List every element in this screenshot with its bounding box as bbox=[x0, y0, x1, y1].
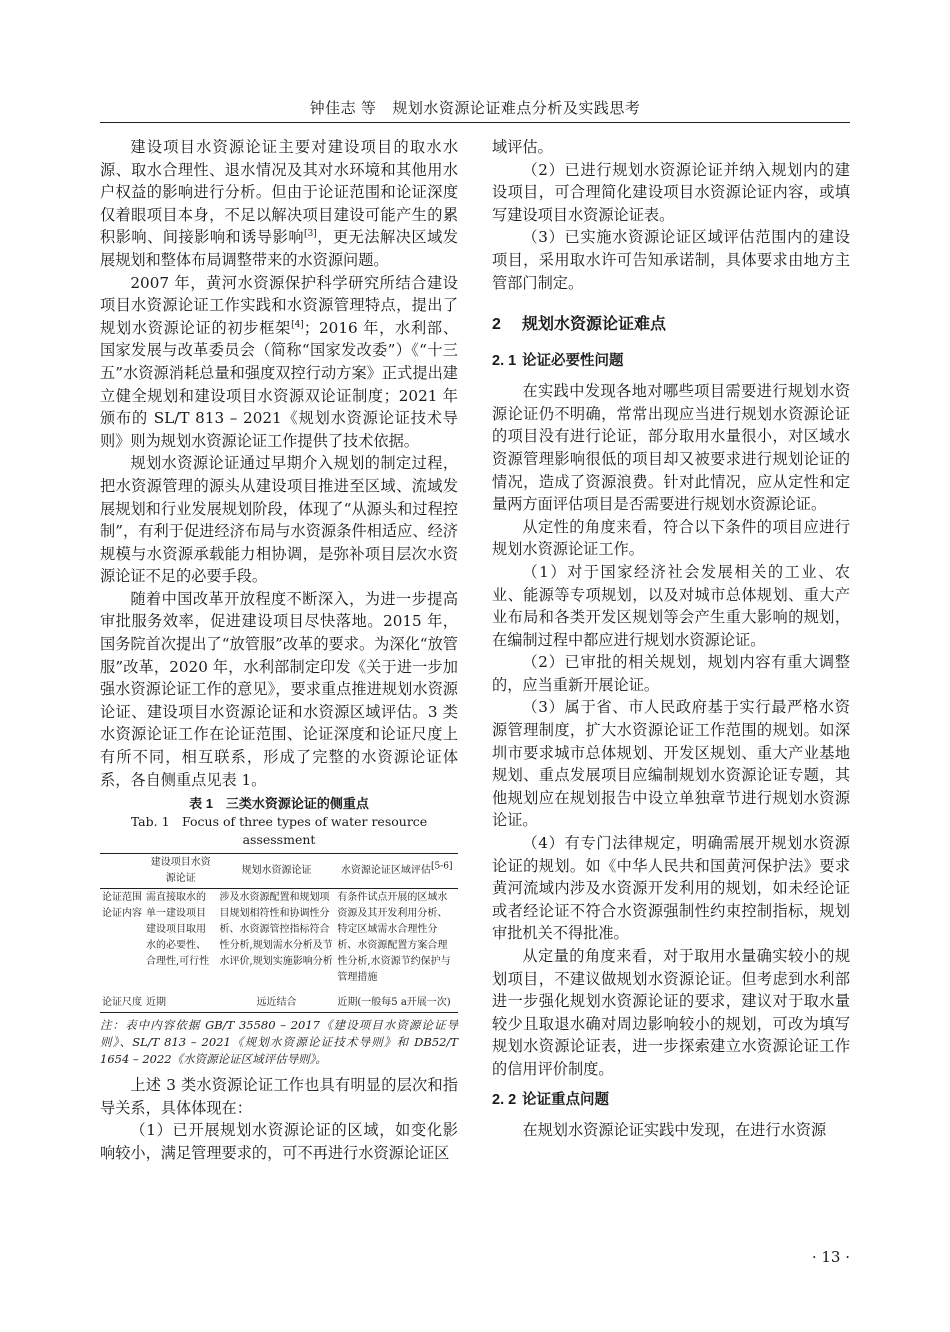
page-number: · 13 · bbox=[811, 1248, 850, 1266]
table-caption-en: Tab. 1 Focus of three types of water resource assessment bbox=[130, 814, 428, 848]
paragraph: 在规划水资源论证实践中发现，在进行水资源 bbox=[522, 1120, 827, 1139]
table-cell: 论证尺度 bbox=[100, 987, 144, 1013]
left-column bbox=[100, 136, 458, 1165]
table-header-cell bbox=[100, 854, 144, 889]
table-cell: 涉及水资源配置和规划项目规划相符性和协调性分析、水资源管控指标符合性分析,规划需水分析及节水评价,规划实施影响分析 bbox=[219, 892, 333, 968]
paragraph: （1）已开展规划水资源论证的区域，如变化影响较小，满足管理要求的，可不再进行水资源论证区 bbox=[100, 1121, 458, 1162]
citation-ref[interactable]: [4] bbox=[291, 319, 304, 330]
paragraph: 建设项目水资源论证主要对建设项目的取水水源、取水合理性、退水情况及其对水环境和其他用水户权益的影响进行分析。但由于论证范围和论证深度仅着眼项目本身，不足以解决项目建设可能产生的累积影响、间接影响和诱导影响[3]，更无法解决区域发展规划和整体布局调整带来的水资源问题。 bbox=[100, 138, 459, 269]
right-column bbox=[492, 136, 850, 1141]
table-cell: 远近结合 bbox=[218, 987, 336, 1013]
table-cell: 需直接取水的单一建设项目建设项目取用水的必要性、合理性,可行性 bbox=[146, 892, 210, 968]
table-caption-cn: 表 1 三类水资源论证的侧重点 bbox=[189, 796, 369, 812]
table-row bbox=[100, 987, 458, 1013]
paragraph: 随着中国改革开放程度不断深入，为进一步提高审批服务效率，促进建设项目尽快落地。2015 年，国务院首次提出了“放管服”改革的要求。为深化“放管服”改革，2020 年，水利部制定印发《关于进一步加强水资源论证工作的意见》，要求重点推进规划水资源论证、建设项目水资源论证和水资源区域评估。3 类水资源论证工作在论证范围、论证深度和论证尺度上有所不同，相互联系，形成了完整的水资源论证体系，各自侧重点见表 1。 bbox=[100, 589, 458, 789]
paragraph: 从定量的角度来看，对于取用水量确实较小的规划项目，不建议做规划水资源论证。但考虑到水利部进一步强化规划水资源论证的要求，建议对于取水量较少且取退水确对周边影响较小的规划，可改为填写规划水资源论证表，进一步探索建立水资源论证工作的信用评价制度。 bbox=[492, 947, 850, 1078]
section-heading: 2 规划水资源论证难点 bbox=[492, 316, 667, 334]
running-header bbox=[100, 96, 850, 123]
table-cell: 论证范围论证内容 bbox=[102, 892, 142, 920]
table-header-row bbox=[100, 854, 458, 889]
paragraph: （4）有专门法律规定，明确需展开规划水资源论证的规划。如《中华人民共和国黄河保护法》要求黄河流域内涉及水资源开发利用的规划，如未经论证或者经论证不符合水资源强制性约束控制指标，规划审批机关不得批准。 bbox=[492, 834, 850, 943]
table-header-cell: 规划水资源论证 bbox=[218, 854, 336, 889]
paragraph: （2）已审批的相关规划，规划内容有重大调整的，应当重新开展论证。 bbox=[492, 653, 850, 694]
paragraph: （2）已进行规划水资源论证并纳入规划内的建设项目，可合理简化建设项目水资源论证内容，或填写建设项目水资源论证表。 bbox=[492, 160, 850, 224]
paragraph: 上述 3 类水资源论证工作也具有明显的层次和指导关系，具体体现在： bbox=[100, 1076, 458, 1117]
citation-ref[interactable]: [5-6] bbox=[430, 861, 453, 872]
citation-ref[interactable]: [3] bbox=[304, 229, 317, 240]
table-cell: 近期(一般每5 a开展一次) bbox=[335, 987, 458, 1013]
paragraph: 域评估。 bbox=[492, 138, 553, 156]
subsection-heading: 2. 1 论证必要性问题 bbox=[492, 353, 624, 370]
paragraph: 规划水资源论证通过早期介入规划的制定过程，把水资源管理的源头从建设项目推进至区域、流域发展规划和行业发展规划阶段，体现了“从源头和过程控制”，有利于促进经济布局与水资源条件相适应、经济规模与水资源承载能力相协调，是弥补项目层次水资源论证不足的必要手段。 bbox=[100, 454, 458, 586]
header-title: 规划水资源论证难点分析及实践思考 bbox=[392, 100, 641, 117]
table-1 bbox=[100, 795, 458, 1068]
paragraph: 从定性的角度来看，符合以下条件的项目应进行规划水资源论证工作。 bbox=[492, 517, 850, 559]
table-cell: 有条件试点开展的区域水资源及其开发利用分析、特定区域需水合理性分析、水资源配置方案合理性分析,水资源节约保护与管理措施 bbox=[337, 892, 451, 984]
paragraph: （1）对于国家经济社会发展相关的工业、农业、能源等专项规划，以及对城市总体规划、重大产业布局和各类开发区规划等会产生重大影响的规划，在编制过程中都应进行规划水资源论证。 bbox=[492, 562, 850, 649]
table-cell: 近期 bbox=[144, 987, 218, 1013]
paragraph: 2007 年，黄河水资源保护科学研究所结合建设项目水资源论证工作实践和水资源管理特点，提出了规划水资源论证的初步框架[4]；2016 年，水利部、国家发展与改革委员会（简称“国家发改委”）《“十三五”水资源消耗总量和强度双控行动方案》正式提出建立健全规划和建设项目水资源双论证制度；2021 年颁布的 SL/T 813 – 2021《规划水资源论证技术导则》则为规划水资源论证工作提供了技术依据。 bbox=[100, 273, 459, 450]
table-note: 注：表中内容依据 GB/T 35580 – 2017《建设项目水资源论证导则》、SL/T 813 – 2021《规划水资源论证技术导则》和 DB52/T 1654 – 2022《水资源论证区域评估导则》。 bbox=[100, 1018, 458, 1067]
paragraph: （3）已实施水资源论证区域评估范围内的建设项目，采用取水许可告知承诺制，具体要求由地方主管部门制定。 bbox=[492, 228, 850, 292]
table-row bbox=[100, 889, 458, 988]
paragraph: （3）属于省、市人民政府基于实行最严格水资源管理制度，扩大水资源论证工作范围的规划。如深圳市要求城市总体规划、开发区规划、重大产业基地规划、重点发展项目应编制规划水资源论证专题，其他规划应在规划报告中设立单独章节进行规划水资源论证。 bbox=[492, 698, 850, 830]
subsection-heading: 2. 2 论证重点问题 bbox=[492, 1091, 609, 1108]
table-header-cell: 建设项目水资源论证 bbox=[144, 854, 218, 889]
paragraph: 在实践中发现各地对哪些项目需要进行规划水资源论证仍不明确，常常出现应当进行规划水资源论证的项目没有进行论证，部分取用水量很小，对区域水资源管理影响很低的项目却又被要求进行规划论证的情况，造成了资源浪费。针对此情况，应从定性和定量两方面评估项目是否需要进行规划水资源论证。 bbox=[492, 382, 850, 514]
header-authors: 钟佳志 等 bbox=[309, 100, 377, 117]
table-header-cell: 水资源论证区域评估[5-6] bbox=[335, 854, 458, 889]
